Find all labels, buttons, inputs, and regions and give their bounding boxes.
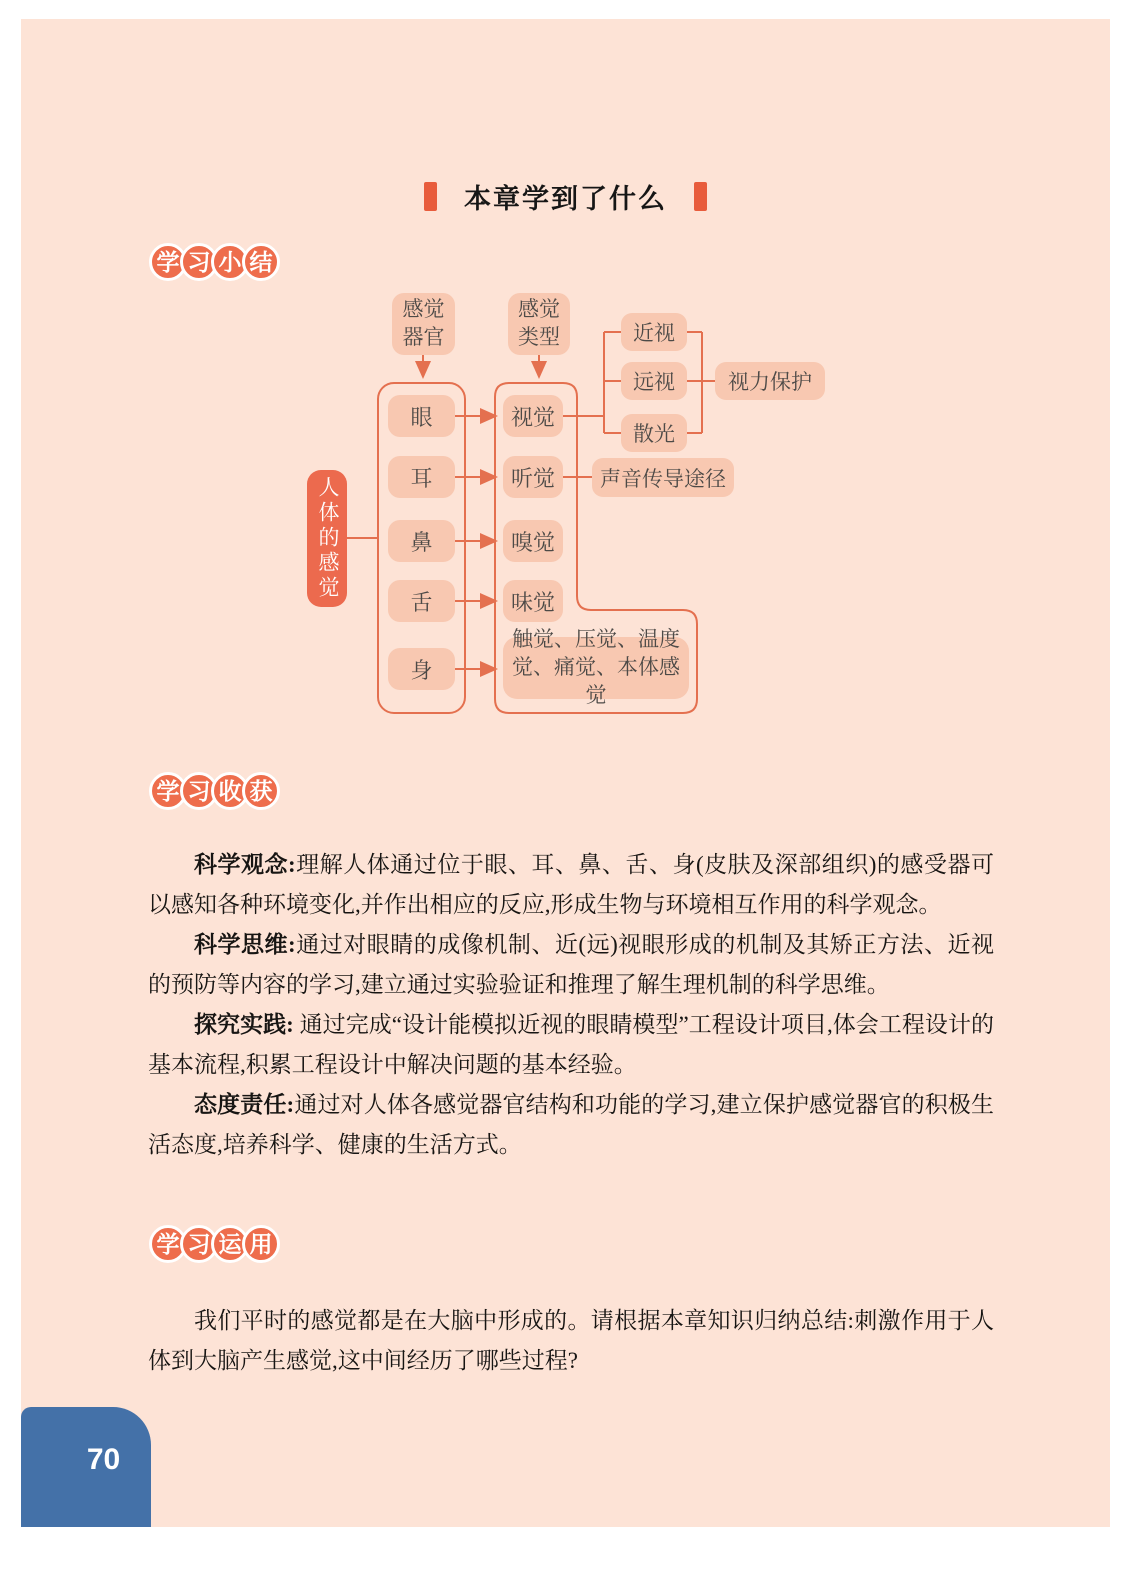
diagram-node-tongue: 舌 xyxy=(388,580,455,622)
badge-circle: 获 xyxy=(242,772,280,810)
diagram-node-astigmatism: 散光 xyxy=(621,414,687,452)
paragraph-text: 我们平时的感觉都是在大脑中形成的。请根据本章知识归纳总结:刺激作用于人体到大脑产生感觉,这中间经历了哪些过程? xyxy=(148,1308,994,1373)
diagram-node-taste: 味觉 xyxy=(503,580,563,622)
paragraph-text: 理解人体通过位于眼、耳、鼻、舌、身(皮肤及深部组织)的感受器可以感知各种环境变化,并作出相应的反应,形成生物与环境相互作用的科学观念。 xyxy=(148,852,994,917)
diagram-node-body: 身 xyxy=(388,648,455,690)
paragraph xyxy=(148,845,994,925)
header-line: 感觉 xyxy=(518,298,560,321)
diagram-node-vision: 视觉 xyxy=(503,395,563,437)
diagram-root-node: 人体的感觉 xyxy=(307,470,347,607)
diagram-node-hearing: 听觉 xyxy=(503,456,563,498)
paragraph-lead: 科学思维: xyxy=(194,932,296,957)
section-badge-gains xyxy=(149,772,280,810)
vision-left-stubs xyxy=(604,332,621,433)
diagram-node-vision-care: 视力保护 xyxy=(715,362,825,400)
header-line: 器官 xyxy=(402,326,445,349)
sense-group-outline xyxy=(495,383,697,713)
badge-circle: 习 xyxy=(180,243,218,281)
diagram-node-hyperopia: 远视 xyxy=(621,362,687,400)
badge-circle: 学 xyxy=(149,1225,187,1263)
diagram-node-nose: 鼻 xyxy=(388,520,455,562)
paragraph-text: 通过对人体各感觉器官结构和功能的学习,建立保护感觉器官的积极生活态度,培养科学、健康的生活方式。 xyxy=(148,1092,994,1157)
badge-circle: 习 xyxy=(180,772,218,810)
paragraph xyxy=(148,925,994,1005)
chapter-title-row xyxy=(21,177,1110,216)
diagram-node-ear: 耳 xyxy=(388,456,455,498)
vision-right-stubs xyxy=(687,332,715,433)
page-title: 本章学到了什么 xyxy=(464,184,667,214)
diagram-header-sense xyxy=(508,293,570,355)
section-badge-apply xyxy=(149,1225,280,1263)
badge-circle: 运 xyxy=(211,1225,249,1263)
paragraph xyxy=(148,1005,994,1085)
badge-circle: 习 xyxy=(180,1225,218,1263)
paragraph xyxy=(148,1085,994,1165)
section-badge-summary xyxy=(149,243,280,281)
page-number-tab xyxy=(21,1407,151,1527)
touch-line: 触觉、压觉、温度 xyxy=(512,628,680,651)
title-bar-left-icon xyxy=(424,182,437,211)
diagram-node-touch xyxy=(503,628,689,707)
title-bar-right-icon xyxy=(694,182,707,211)
badge-circle: 学 xyxy=(149,243,187,281)
paragraph-text: 通过对眼睛的成像机制、近(远)视眼形成的机制及其矫正方法、近视的预防等内容的学习,建立通过实验验证和推理了解生理机制的科学思维。 xyxy=(148,932,994,997)
diagram-node-myopia: 近视 xyxy=(621,313,687,351)
page-number: 70 xyxy=(86,1443,121,1476)
touch-line: 觉、痛觉、本体感觉 xyxy=(512,656,680,707)
diagram-node-smell: 嗅觉 xyxy=(503,520,563,562)
paragraph xyxy=(148,1301,994,1381)
paragraph-lead: 科学观念: xyxy=(194,852,296,877)
badge-circle: 收 xyxy=(211,772,249,810)
paragraph-lead: 态度责任: xyxy=(194,1092,295,1117)
paragraph-text: 通过完成“设计能模拟近视的眼睛模型”工程设计项目,体会工程设计的基本流程,积累工程设计中解决问题的基本经验。 xyxy=(148,1012,994,1077)
textbook-page xyxy=(21,19,1110,1527)
paragraph-lead: 探究实践: xyxy=(194,1012,294,1037)
gains-paragraphs xyxy=(148,845,994,1165)
diagram-header-organ xyxy=(392,293,455,355)
badge-circle: 小 xyxy=(211,243,249,281)
header-line: 感觉 xyxy=(402,298,445,321)
badge-circle: 用 xyxy=(242,1225,280,1263)
organ-group-outline xyxy=(378,383,465,713)
diagram-node-sound-path: 声音传导途径 xyxy=(592,458,734,497)
apply-paragraph xyxy=(148,1301,994,1381)
badge-circle: 学 xyxy=(149,772,187,810)
badge-circle: 结 xyxy=(242,243,280,281)
diagram-node-eye: 眼 xyxy=(388,395,455,437)
header-line: 类型 xyxy=(518,326,560,349)
